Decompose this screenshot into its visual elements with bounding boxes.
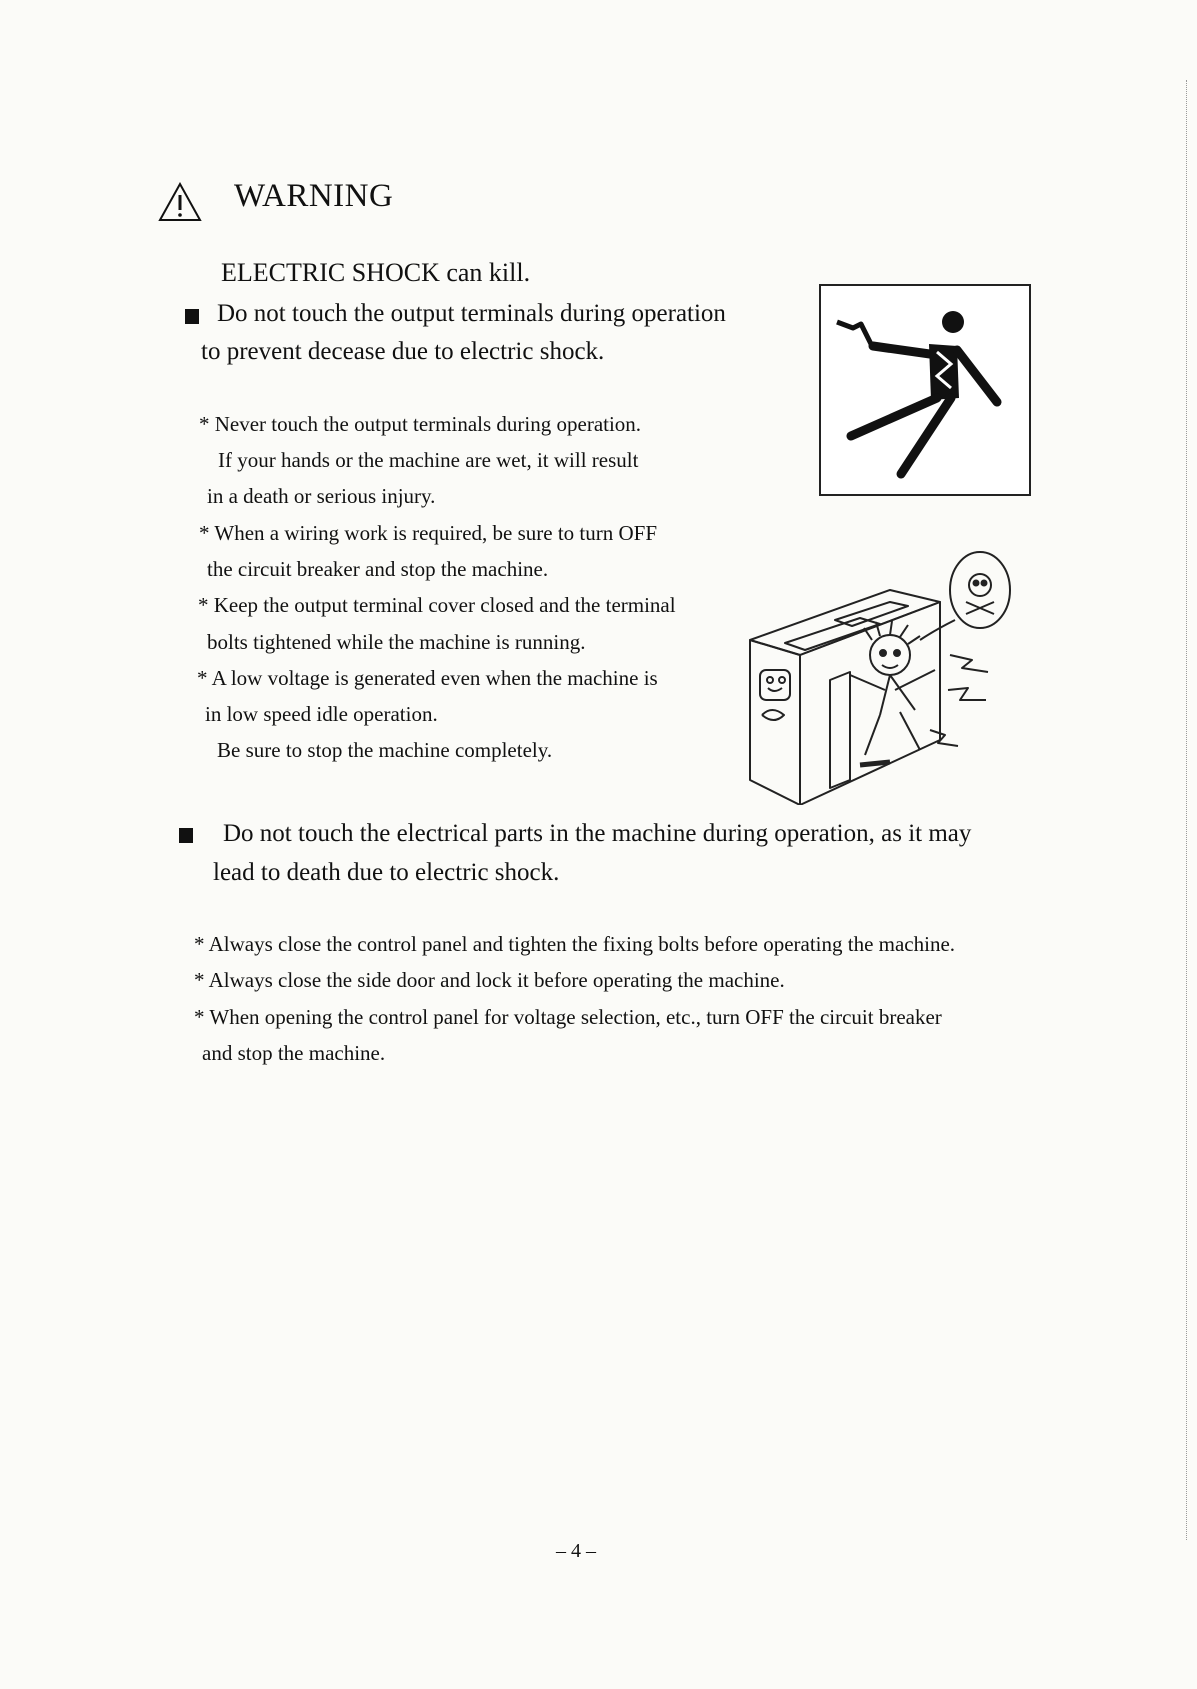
section1-note-line: the circuit breaker and stop the machine. bbox=[207, 557, 549, 581]
section2-note-line: * Always close the side door and lock it before operating the machine. bbox=[194, 968, 785, 992]
square-bullet-icon bbox=[179, 828, 193, 843]
section2-bullet-line1: Do not touch the electrical parts in the machine during operation, as it may bbox=[223, 820, 972, 847]
machine-shock-illustration bbox=[740, 540, 1060, 805]
section1-note-line: in low speed idle operation. bbox=[205, 702, 438, 726]
section1-bullet-line1: Do not touch the output terminals during operation bbox=[217, 300, 726, 327]
section1-note-line: * Keep the output terminal cover closed and the terminal bbox=[198, 593, 676, 617]
section1-note-line: * Never touch the output terminals during operation. bbox=[199, 412, 642, 436]
electric-shock-subtitle: ELECTRIC SHOCK can kill. bbox=[221, 258, 531, 287]
section2-note-line: * When opening the control panel for voltage selection, etc., turn OFF the circuit breaker bbox=[194, 1005, 942, 1029]
section1-note-line: * A low voltage is generated even when the machine is bbox=[197, 666, 658, 690]
warning-title: WARNING bbox=[234, 178, 394, 214]
electric-shock-pictogram bbox=[819, 284, 1031, 496]
section1-note-line: in a death or serious injury. bbox=[207, 484, 436, 508]
section1-note-line: If your hands or the machine are wet, it will result bbox=[218, 448, 639, 472]
section1-note-line: Be sure to stop the machine completely. bbox=[217, 738, 553, 762]
section1-note-line: bolts tightened while the machine is running. bbox=[207, 630, 586, 654]
scan-edge-line bbox=[1186, 80, 1187, 1540]
section2-bullet-line2: lead to death due to electric shock. bbox=[213, 859, 560, 886]
section2-note-line: * Always close the control panel and tighten the fixing bolts before operating the machine. bbox=[194, 932, 956, 956]
section1-note-line: * When a wiring work is required, be sure to turn OFF bbox=[199, 521, 658, 545]
square-bullet-icon bbox=[185, 309, 199, 324]
warning-triangle-icon bbox=[158, 182, 202, 222]
page-number: – 4 – bbox=[556, 1540, 596, 1562]
section2-note-line: and stop the machine. bbox=[202, 1041, 386, 1065]
section1-bullet-line2: to prevent decease due to electric shock. bbox=[201, 338, 605, 365]
